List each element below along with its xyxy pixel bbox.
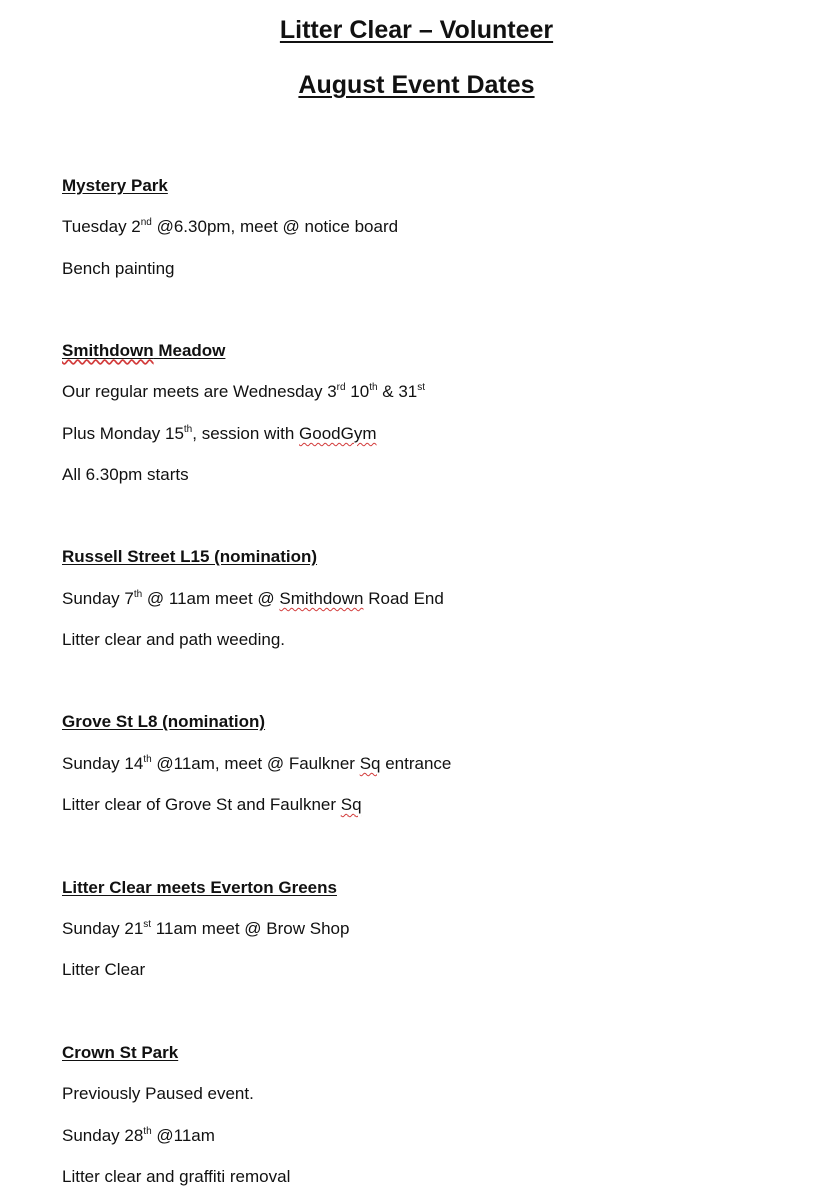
event-heading-russell-street: Russell Street L15 (nomination) bbox=[62, 547, 318, 566]
event-detail-line: Our regular meets are Wednesday 3rd 10th & 31st bbox=[62, 382, 426, 401]
event-detail-line: Sunday 28th @11am bbox=[62, 1126, 215, 1145]
event-detail-line: Sunday 14th @11am, meet @ Faulkner Sq entrance bbox=[62, 754, 452, 773]
event-detail-line: Previously Paused event. bbox=[62, 1084, 254, 1103]
event-detail-line: Litter clear of Grove St and Faulkner Sq bbox=[62, 795, 362, 814]
document-subtitle: August Event Dates bbox=[298, 71, 535, 99]
event-detail-line: Litter clear and path weeding. bbox=[62, 630, 286, 649]
event-heading-mystery-park: Mystery Park bbox=[62, 176, 168, 195]
event-heading-smithdown-meadow: Smithdown Meadow bbox=[62, 341, 226, 360]
event-detail-line: All 6.30pm starts bbox=[62, 465, 189, 484]
event-heading-crown-st-park: Crown St Park bbox=[62, 1043, 179, 1062]
event-detail-line: Sunday 21st 11am meet @ Brow Shop bbox=[62, 919, 350, 938]
event-detail-line: Sunday 7th @ 11am meet @ Smithdown Road End bbox=[62, 589, 444, 608]
event-detail-line: Bench painting bbox=[62, 259, 175, 278]
event-detail-line: Plus Monday 15th, session with GoodGym bbox=[62, 424, 377, 443]
event-heading-everton-greens: Litter Clear meets Everton Greens bbox=[62, 878, 337, 897]
event-detail-line: Litter Clear bbox=[62, 960, 146, 979]
event-detail-line: Litter clear and graffiti removal bbox=[62, 1167, 291, 1186]
document-title: Litter Clear – Volunteer bbox=[279, 16, 554, 44]
event-heading-grove-st: Grove St L8 (nomination) bbox=[62, 712, 266, 731]
event-detail-line: Tuesday 2nd @6.30pm, meet @ notice board bbox=[62, 217, 399, 236]
